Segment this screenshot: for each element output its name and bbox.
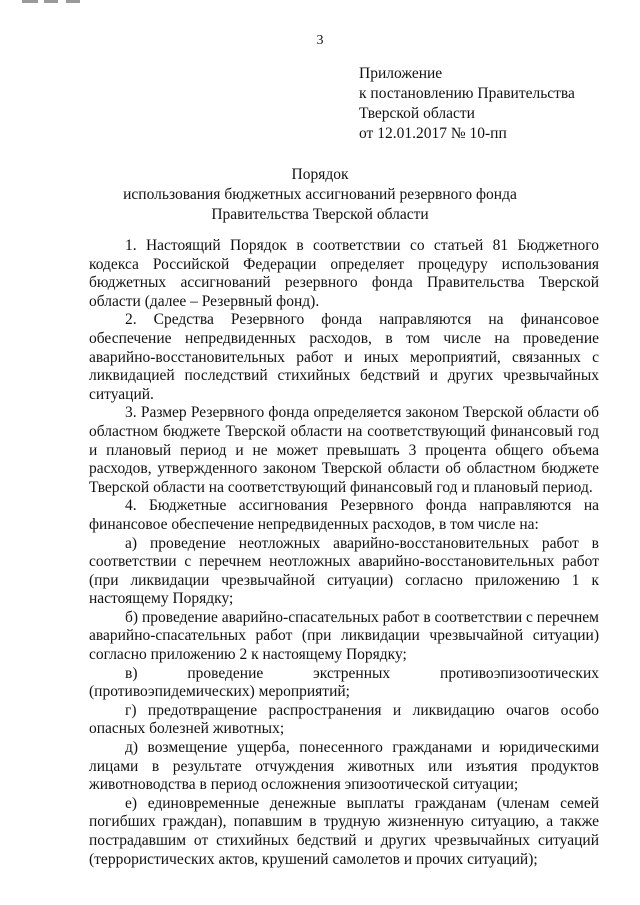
clause-4-item-v: в) проведение экстренных противоэпизоотических (противоэпидемических) мероприятий; — [89, 664, 599, 701]
scan-artifact-mark — [44, 0, 58, 3]
page-number: 3 — [316, 33, 324, 48]
title-line: Правительства Тверской области — [211, 206, 429, 223]
appendix-date-number: от 12.01.2017 № 10-пп — [359, 125, 507, 142]
appendix-reference — [359, 64, 575, 144]
appendix-label: Приложение — [359, 65, 443, 82]
clause-4-item-d: д) возмещение ущерба, понесенного гражданами и юридическими лицами в результате отчуждения животных или изъятия продуктов животноводства в период осложнения эпизоотической ситуации; — [89, 739, 599, 794]
clause-4-item-e: е) единовременные денежные выплаты гражданам (членам семей погибших граждан), попавшим в трудную жизненную ситуацию, а также пострадавшим от стихийных бедствий и других чрезвычайных ситуаций (террористических актов, крушений самолетов и прочих ситуаций); — [89, 794, 599, 868]
scan-artifact-mark — [22, 0, 38, 3]
title-line: Порядок — [291, 166, 349, 183]
appendix-resolution: к постановлению Правительства — [359, 85, 575, 102]
title-line: использования бюджетных ассигнований резервного фонда — [123, 186, 517, 203]
clause-4-item-g: г) предотвращение распространения и ликвидацию очагов особо опасных болезней животных; — [89, 701, 599, 738]
document-title — [0, 165, 640, 225]
clause-3: 3. Размер Резервного фонда определяется законом Тверской области об областном бюджете Тверской области на соответствующий финансовый год и плановый период и не может превышать 3 процента общего объема расходов, утвержденного законом Тверской области об областном бюджете Тверской области на соответствующий финансовый год и плановый период. — [89, 404, 599, 496]
scan-artifact-mark — [66, 0, 80, 3]
clause-2: 2. Средства Резервного фонда направляются на финансовое обеспечение непредвиденных расходов, в том числе на проведение аварийно-восстановительных работ и иных мероприятий, связанных с ликвидацией последствий стихийных бедствий и других чрезвычайных ситуаций. — [89, 311, 599, 403]
document-body — [89, 237, 599, 869]
clause-4: 4. Бюджетные ассигнования Резервного фонда направляются на финансовое обеспечение непредвиденных расходов, в том числе на: — [89, 497, 599, 533]
clause-1: 1. Настоящий Порядок в соответствии со статьей 81 Бюджетного кодекса Российской Федерации определяет процедуру использования бюджетных ассигнований резервного фонда Правительства Тверской области (далее – Резервный фонд). — [89, 237, 599, 310]
appendix-region: Тверской области — [359, 105, 475, 122]
clause-4-item-a: а) проведение неотложных аварийно-восстановительных работ в соответствии с перечнем неотложных аварийно-восстановительных работ (при ликвидации чрезвычайной ситуации) согласно приложению 1 к настоящему Порядку; — [89, 534, 599, 608]
clause-4-item-b: б) проведение аварийно-спасательных работ в соответствии с перечнем аварийно-спасательных работ (при ликвидации чрезвычайной ситуации) согласно приложению 2 к настоящему Порядку; — [89, 608, 599, 664]
